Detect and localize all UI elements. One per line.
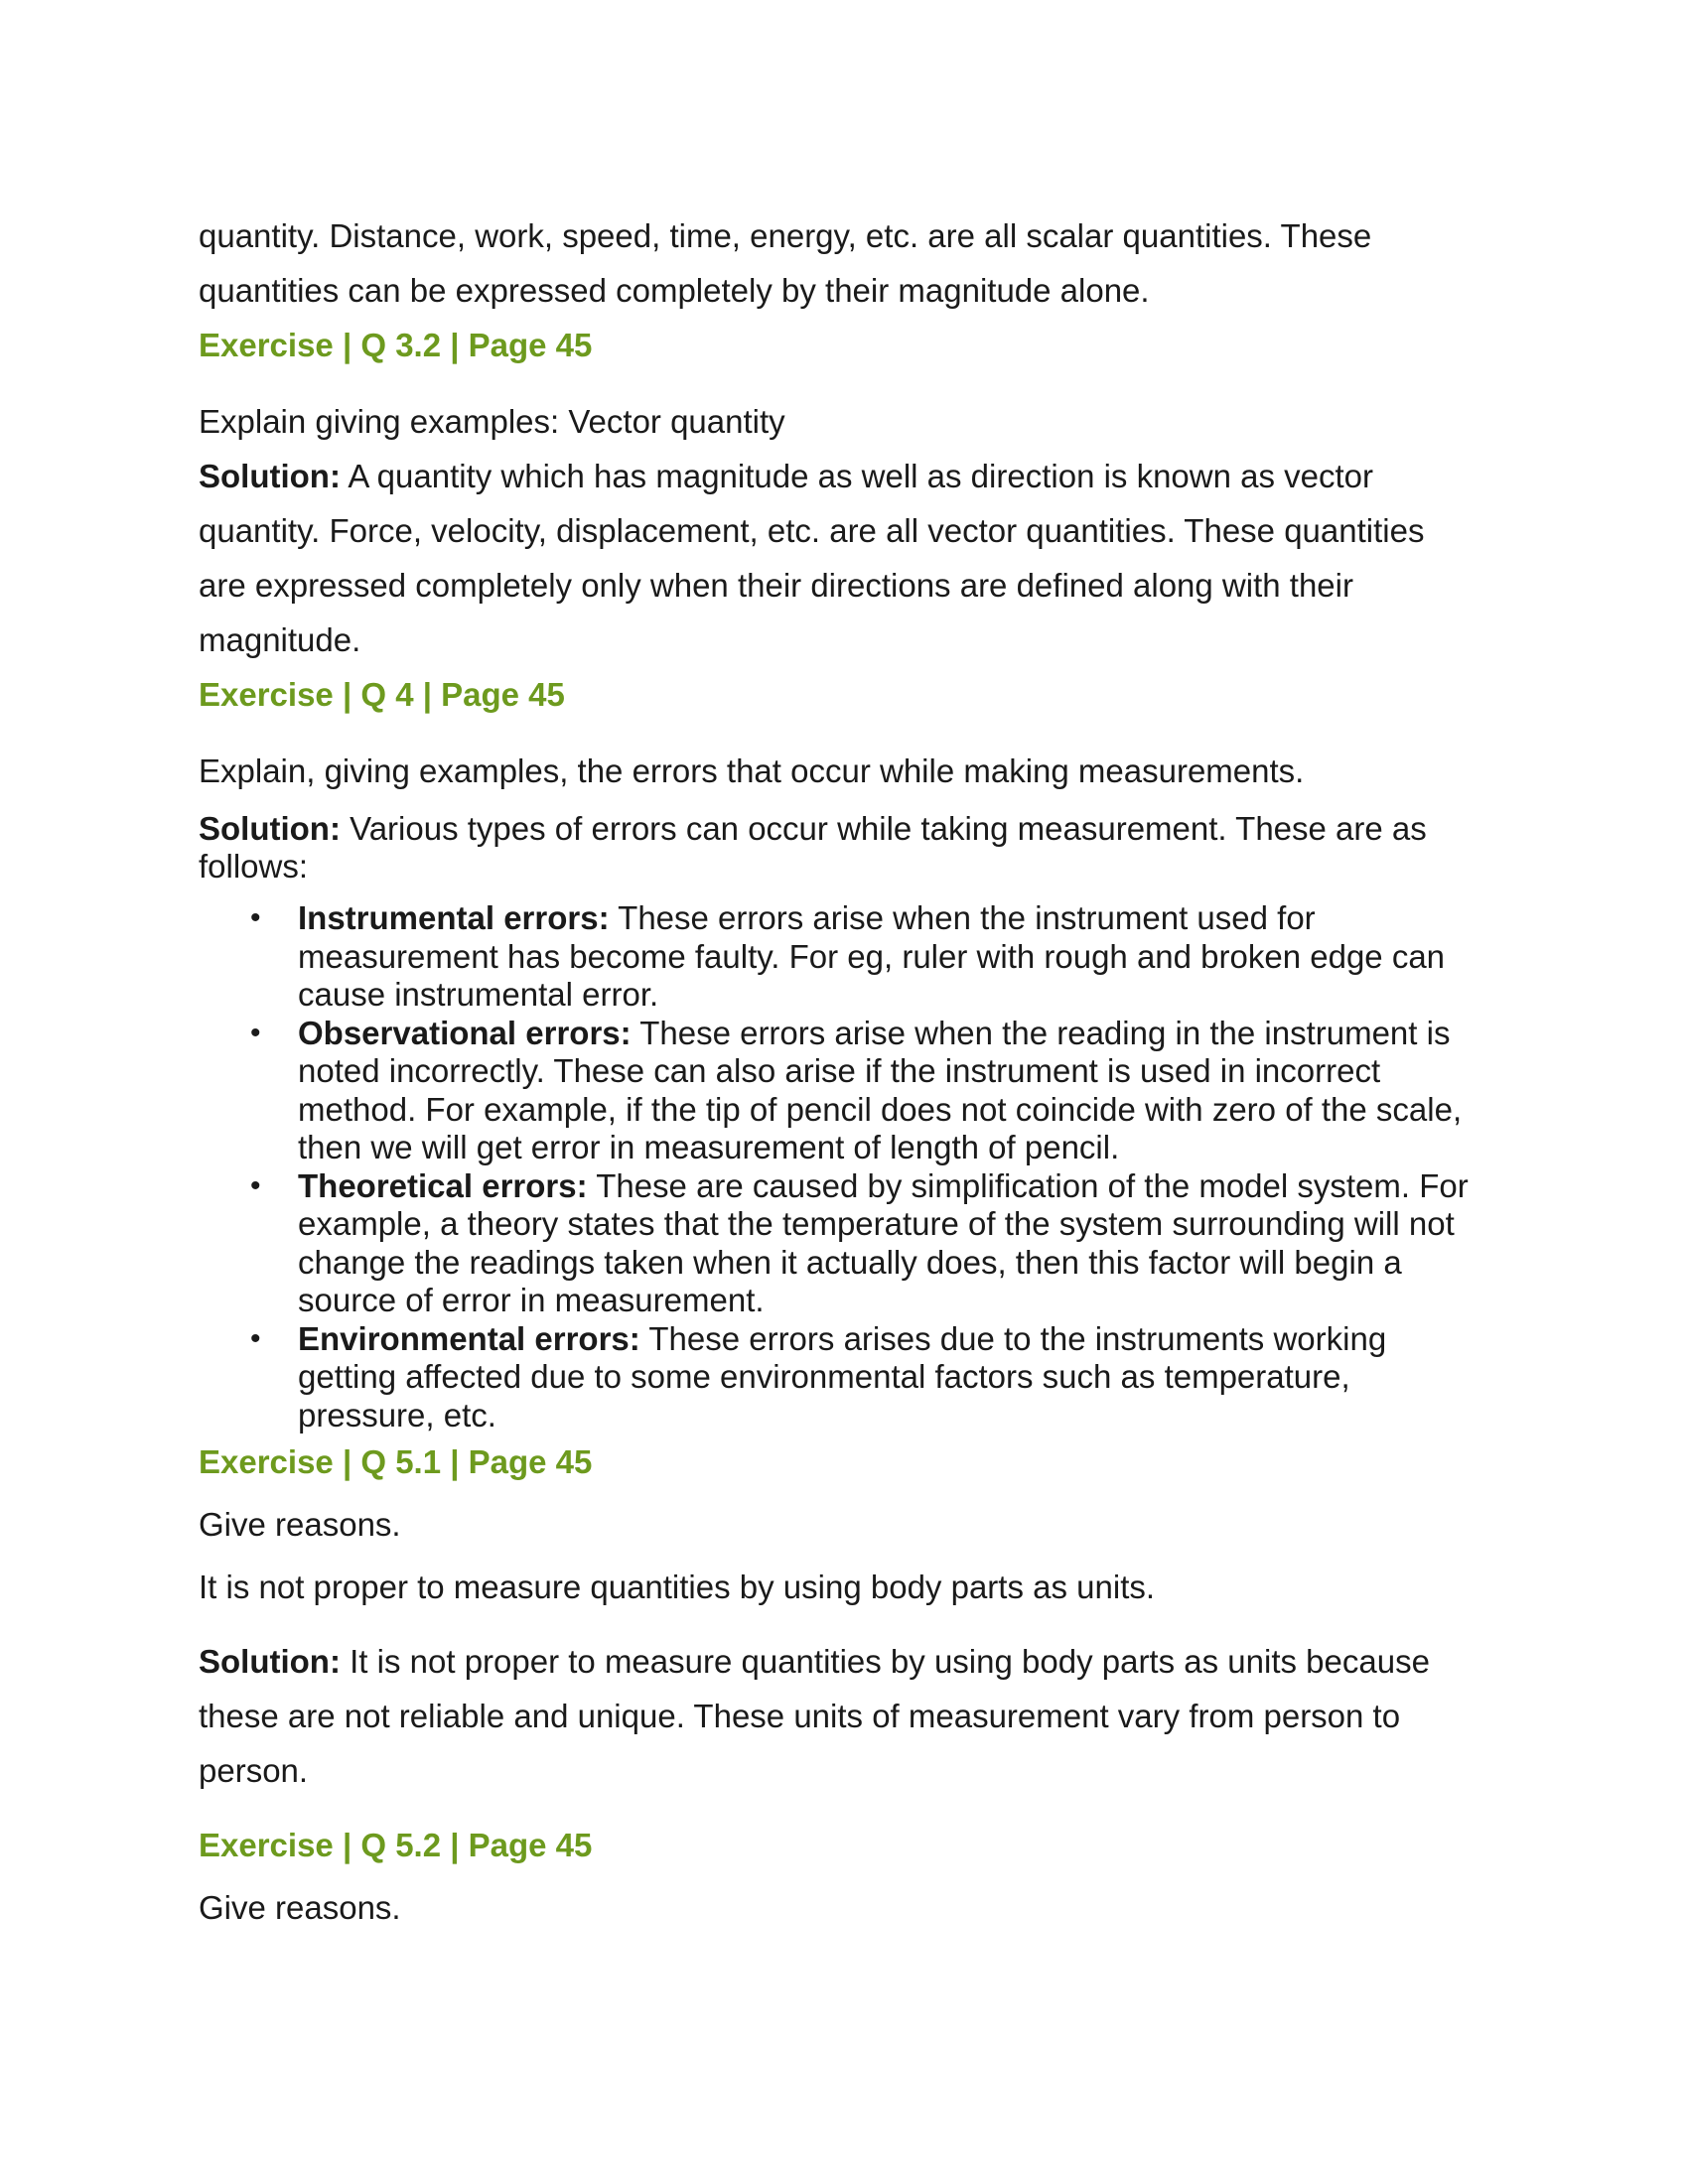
solution-line: quantity. Force, velocity, displacement, etc. are all vector quantities. These quantities xyxy=(199,512,1425,549)
list-item-label: Instrumental errors: xyxy=(298,899,610,936)
solution-line: follows: xyxy=(199,848,309,885)
solution-line: these are not reliable and unique. These units of measurement vary from person to xyxy=(199,1698,1401,1734)
solution-label: Solution: xyxy=(199,458,341,494)
section-q5-2 xyxy=(199,1818,1509,1935)
errors-list xyxy=(199,899,1509,1434)
list-item-line xyxy=(298,1167,1509,1206)
solution-line: magnitude. xyxy=(199,621,361,658)
solution-line: person. xyxy=(199,1752,309,1789)
solution-text: It is not proper to measure quantities by using body parts as units because xyxy=(350,1643,1430,1680)
section-q4 xyxy=(199,667,1509,1434)
intro-line: quantities can be expressed completely by their magnitude alone. xyxy=(199,272,1150,309)
list-item-line: source of error in measurement. xyxy=(298,1282,765,1318)
solution-paragraph xyxy=(199,810,1509,886)
list-item xyxy=(250,1319,1509,1435)
list-item-text: These errors arise when the instrument used for xyxy=(618,899,1316,936)
section-heading: Exercise | Q 3.2 | Page 45 xyxy=(199,327,593,363)
list-item-line: method. For example, if the tip of pencil does not coincide with zero of the scale, xyxy=(298,1090,1463,1128)
bullet-icon: • xyxy=(250,1016,261,1049)
list-item-line: pressure, etc. xyxy=(298,1396,496,1433)
solution-text: A quantity which has magnitude as well as direction is known as vector xyxy=(348,458,1374,494)
intro-paragraph xyxy=(199,208,1509,318)
solution-paragraph xyxy=(199,449,1509,667)
list-item-label: Theoretical errors: xyxy=(298,1166,588,1204)
list-item-line: example, a theory states that the temperature of the system surrounding will not xyxy=(298,1205,1455,1242)
list-item-line xyxy=(298,899,1509,938)
list-item-line: measurement has become faulty. For eg, ruler with rough and broken edge can xyxy=(298,937,1446,975)
intro-line: quantity. Distance, work, speed, time, energy, etc. are all scalar quantities. These xyxy=(199,217,1372,254)
prompt-text: Give reasons. xyxy=(199,1506,401,1543)
section-heading: Exercise | Q 4 | Page 45 xyxy=(199,676,565,713)
solution-label: Solution: xyxy=(199,810,341,847)
list-item-text: These are caused by simplification of the model system. For xyxy=(596,1166,1469,1204)
solution-line xyxy=(199,449,1509,503)
question-text: Explain, giving examples, the errors that occur while making measurements. xyxy=(199,752,1305,789)
list-item xyxy=(250,899,1509,1015)
solution-text: Various types of errors can occur while taking measurement. These are as xyxy=(350,810,1427,847)
list-item-label: Observational errors: xyxy=(298,1014,632,1051)
list-item-line xyxy=(298,1015,1509,1053)
section-heading: Exercise | Q 5.2 | Page 45 xyxy=(199,1827,593,1863)
list-item xyxy=(250,1014,1509,1167)
prompt-text: Give reasons. xyxy=(199,1889,401,1926)
document-page xyxy=(199,208,1509,1935)
bullet-icon: • xyxy=(250,1321,261,1355)
list-item-line xyxy=(298,1320,1509,1359)
list-item-line: cause instrumental error. xyxy=(298,976,659,1013)
solution-paragraph xyxy=(199,1634,1509,1798)
list-item-line: then we will get error in measurement of length of pencil. xyxy=(298,1129,1120,1165)
question-text: Explain giving examples: Vector quantity xyxy=(199,403,785,440)
section-q5-1 xyxy=(199,1434,1509,1798)
list-item-text: These errors arises due to the instruments working xyxy=(648,1319,1387,1357)
list-item xyxy=(250,1166,1509,1320)
list-item-line: change the readings taken when it actually does, then this factor will begin a xyxy=(298,1243,1402,1281)
solution-label: Solution: xyxy=(199,1643,341,1680)
list-item-line: getting affected due to some environmental factors such as temperature, xyxy=(298,1358,1350,1395)
solution-line: are expressed completely only when their directions are defined along with their xyxy=(199,567,1353,604)
section-q3-2 xyxy=(199,318,1509,667)
section-heading: Exercise | Q 5.1 | Page 45 xyxy=(199,1443,593,1480)
list-item-text: These errors arise when the reading in the instrument is xyxy=(639,1014,1451,1051)
list-item-line: noted incorrectly. These can also arise if the instrument is used in incorrect xyxy=(298,1052,1381,1089)
question-text: It is not proper to measure quantities by using body parts as units. xyxy=(199,1569,1156,1605)
bullet-icon: • xyxy=(250,1168,261,1202)
list-item-label: Environmental errors: xyxy=(298,1319,640,1357)
solution-line xyxy=(199,810,1509,848)
bullet-icon: • xyxy=(250,901,261,934)
solution-line xyxy=(199,1634,1509,1689)
